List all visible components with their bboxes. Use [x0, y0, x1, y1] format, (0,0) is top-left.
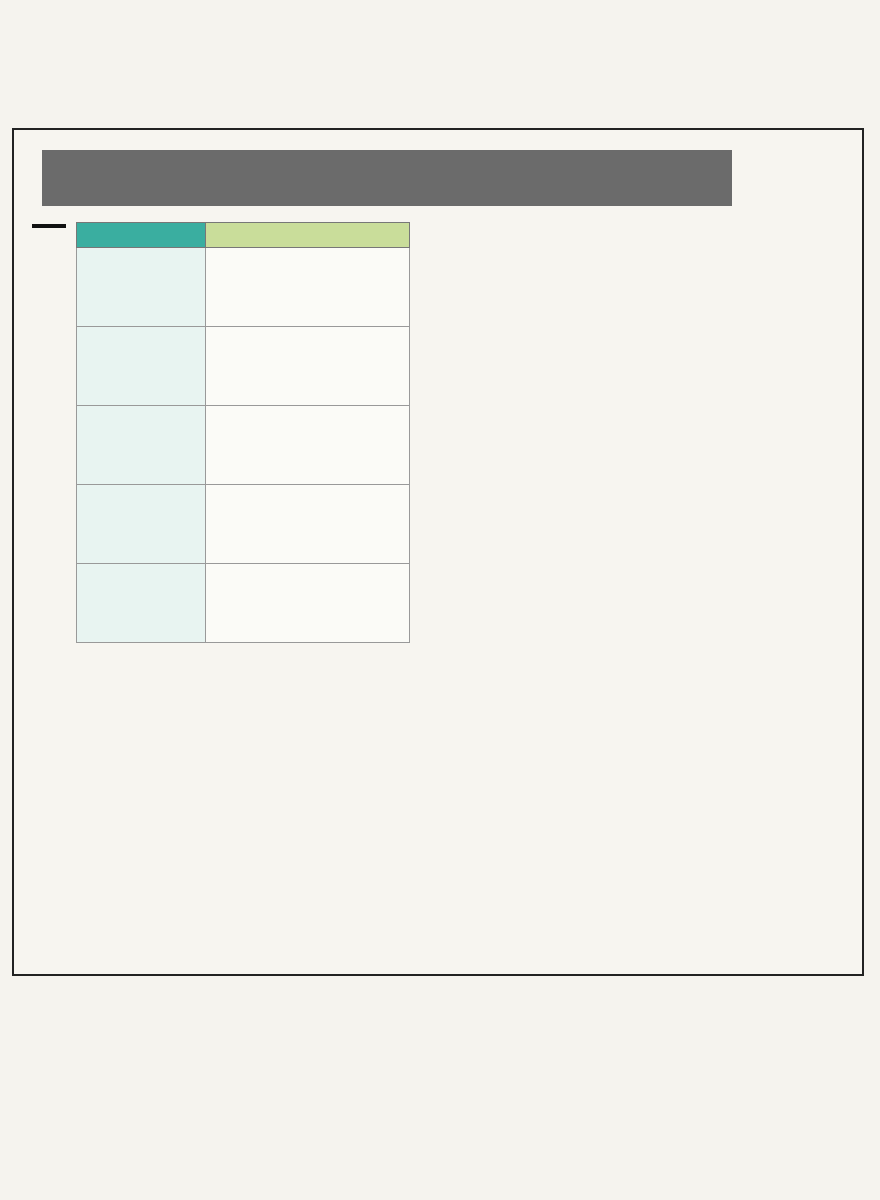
org-name-cell — [77, 406, 206, 485]
activity-cell — [206, 406, 410, 485]
org-name-cell — [77, 327, 206, 406]
table-caption — [32, 224, 66, 662]
table-header-name — [77, 223, 206, 248]
activity-cell — [206, 327, 410, 406]
activity-cell — [206, 564, 410, 643]
activity-cell — [206, 248, 410, 327]
article-box — [12, 128, 864, 976]
award-banner — [42, 150, 732, 206]
winners-table — [76, 222, 410, 643]
activity-cell — [206, 485, 410, 564]
headline — [754, 166, 854, 726]
table-row — [77, 327, 410, 406]
table-row — [77, 406, 410, 485]
org-name-cell — [77, 564, 206, 643]
table-row — [77, 485, 410, 564]
org-name-cell — [77, 485, 206, 564]
table-row — [77, 248, 410, 327]
table-row — [77, 564, 410, 643]
byline — [32, 890, 62, 970]
table-header-activity — [206, 223, 410, 248]
subheadline — [124, 670, 764, 730]
org-name-cell — [77, 248, 206, 327]
